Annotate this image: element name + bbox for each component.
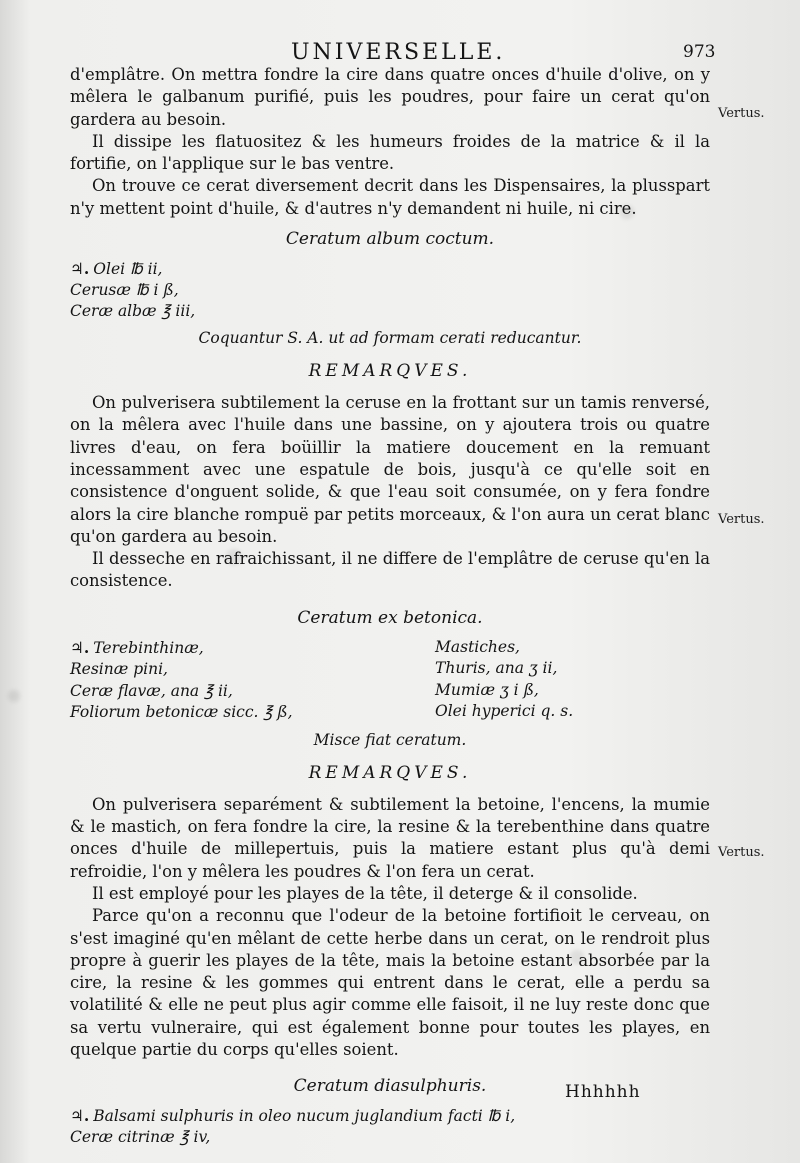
paragraph: Il dissipe les flatuositez & les humeurs froides de la matrice & il la fortifie, on l'applique sur le bas ventre. [70, 131, 710, 174]
ingredient-line: Ceræ citrinæ ℥ iv, [70, 1128, 211, 1147]
page-number: 973 [683, 42, 716, 62]
ingredients-right-column [435, 637, 710, 724]
paragraph: d'emplâtre. On mettra fondre la cire dans quatre onces d'huile d'olive, on y mêlera le galbanum purifié, puis les poudres, pour faire un cerat qu'on gardera au besoin. [70, 65, 710, 129]
page-header [0, 40, 800, 66]
ingredient-line: Ceræ albæ ℥ iii, [70, 302, 196, 321]
ingredient-line: Mumiæ ʒ i ß, [435, 680, 539, 699]
ingredient-line: ♃. Olei ℔ ii, [70, 259, 163, 279]
ingredient-line: Mastiches, [435, 637, 520, 656]
paragraph: Parce qu'on a reconnu que l'odeur de la betoine fortifioit le cerveau, on s'est imaginé qu'en mêlant de cette herbe dans un cerat, on le rendroit plus propre à guerir les playes de la tête, mais la betoine estant absorbée par la cire, la resine & les gommes qui entrent dans le cerat, elle a perdu sa volatilité & elle ne peut plus agir comme elle faisoit, il ne luy reste donc que sa vertu vulneraire, qui est également bonne pour toutes les playes, en quelque partie du corps qu'elles soient. [70, 906, 710, 1060]
paragraph: On pulverisera separément & subtilement la betoine, l'encens, la mumie & le mastich, on fera fondre la cire, la resine & la terebenthine dans quatre onces d'huile de millepertuis, puis la matiere estant plus qu'à demi refroidie, l'on y mêlera les poudres & l'on fera un cerat. [70, 794, 710, 881]
ingredient-line: Thuris, ana ʒ ii, [435, 659, 558, 678]
paragraph: On pulverisera subtilement la ceruse en la frottant sur un tamis renversé, on la mêlera avec l'huile dans une bassine, on y ajoutera trois ou quatre livres d'eau, on fera boüillir la matiere doucement en la remuant incessamment avec une espatule de bois, jusqu'à ce qu'elle soit en consistence d'onguent solide, & que l'eau soit consumée, on y fera fondre alors la cire blanche rompuë par petits morceaux, & l'on aura un cerat blanc qu'on gardera au besoin. [70, 393, 710, 546]
margin-note-vertus: Vertus. [718, 106, 765, 121]
margin-note-vertus: Vertus. [718, 845, 765, 860]
ingredient-line: Cerusæ ℔ i ß, [70, 281, 179, 300]
recipe-ingredients [70, 1105, 710, 1148]
ingredient-line: ♃. Balsami sulphuris in oleo nucum juglandium facti ℔ i, [70, 1106, 516, 1126]
ingredient-line: Resinæ pini, [70, 660, 168, 679]
recipe-ingredients [70, 258, 710, 322]
main-text [70, 64, 710, 1148]
recipe-title: Ceratum diasulphuris. [293, 1076, 487, 1097]
remarks-heading: REMARQVES. [308, 762, 472, 783]
paragraph: Il desseche en rafraichissant, il ne differe de l'emplâtre de ceruse qu'en la consistence. [70, 549, 710, 591]
recipe-symbol: ♃. [70, 1106, 90, 1126]
ingredients-left-column [70, 637, 435, 724]
stain [8, 690, 20, 702]
ingredient-line: Ceræ flavæ, ana ℥ ii, [70, 681, 233, 700]
ingredient-line: Olei hyperici q. s. [435, 702, 574, 721]
remarks-heading: REMARQVES. [308, 361, 472, 382]
paragraph: Il est employé pour les playes de la tête, il deterge & il consolide. [92, 883, 638, 903]
running-title: UNIVERSELLE. [291, 40, 506, 65]
ingredient-line: ♃. Terebinthinæ, [70, 637, 204, 657]
margin-note-vertus: Vertus. [718, 512, 765, 527]
recipe-title: Ceratum ex betonica. [297, 607, 483, 628]
recipe-instruction: Coquantur S. A. ut ad formam cerati reducantur. [198, 329, 582, 348]
paragraph: On trouve ce cerat diversement decrit dans les Dispensaires, la plusspart n'y mettent point d'huile, & d'autres n'y demandent ni huile, ni cire. [70, 176, 710, 218]
recipe-symbol: ♃. [70, 637, 90, 657]
catchword: Hhhhhh [565, 1082, 641, 1102]
recipe-symbol: ♃. [70, 259, 90, 279]
ingredient-line: Foliorum betonicæ sicc. ℥ ß, [70, 703, 293, 722]
recipe-title: Ceratum album coctum. [285, 229, 495, 250]
recipe-ingredients [70, 637, 710, 724]
recipe-instruction: Misce fiat ceratum. [313, 730, 467, 749]
